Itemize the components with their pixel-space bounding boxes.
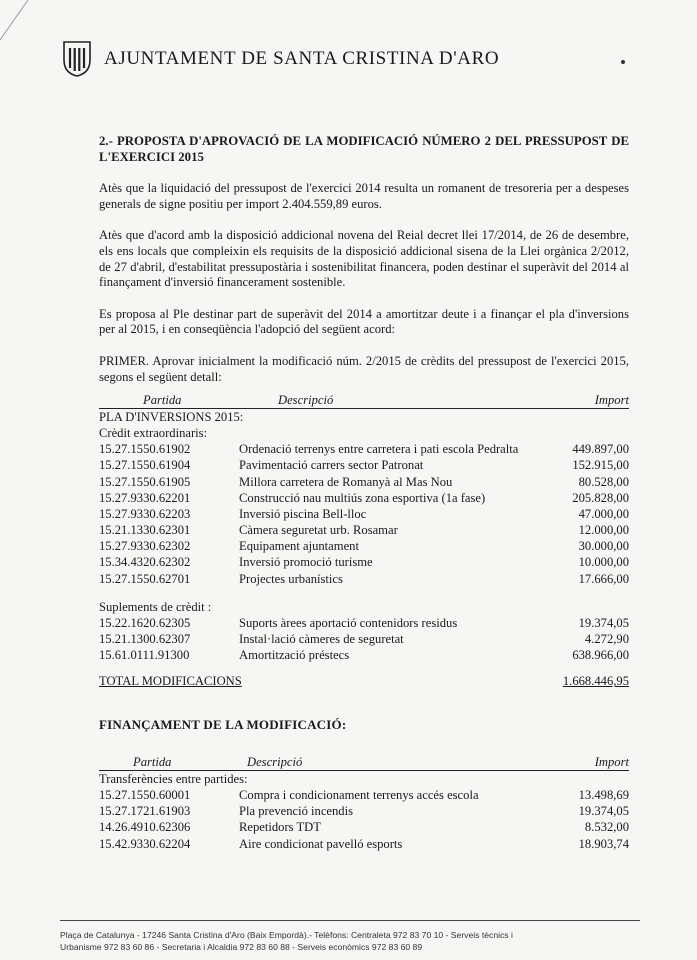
paragraph-4: PRIMER. Aprovar inicialment la modificació núm. 2/2015 de crèdits del pressupost de l'exercici 2015, segons el següent detall:: [99, 353, 629, 384]
budget-code: 15.27.1721.61903: [99, 804, 191, 819]
budget-code: 15.27.1550.61902: [99, 442, 191, 457]
letterhead: [62, 40, 499, 78]
amount: 17.666,00: [578, 571, 629, 586]
description: Ordenació terrenys entre carretera i pati escola Pedralta: [239, 442, 519, 457]
budget-code: 15.22.1620.62305: [99, 615, 191, 630]
financing-heading: FINANÇAMENT DE LA MODIFICACIÓ:: [99, 717, 347, 733]
footer-line-2: Urbanisme 972 83 60 86 - Secretaria i Alcaldia 972 83 60 88 - Serveis econòmics 972 83 60 89: [60, 942, 423, 952]
section-title: PLA D'INVERSIONS 2015:: [99, 410, 244, 425]
amount: 80.528,00: [578, 474, 629, 489]
description: Compra i condicionament terrenys accés escola: [239, 787, 479, 802]
amount: 4.272,90: [584, 632, 629, 646]
amount: 47.000,00: [578, 506, 629, 521]
amount: 18.903,74: [578, 836, 629, 851]
budget-code: 15.42.9330.62204: [99, 836, 191, 851]
group-title-transferencies: Transferències entre partides:: [99, 771, 248, 786]
table-row: [99, 571, 629, 587]
description: Inversió piscina Bell-lloc: [239, 506, 367, 521]
description: Inversió promoció turisme: [239, 555, 373, 570]
description: Construcció nau multiús zona esportiva (1a fase): [239, 490, 486, 505]
group-title-extraordinaris: Crèdit extraordinaris:: [99, 426, 208, 441]
budget-code: 15.27.1550.61904: [99, 458, 191, 473]
footer-line-1: Plaça de Catalunya - 17246 Santa Cristina d'Aro (Baix Empordà).- Telèfons: Centraleta 972 83 70 10 - Serveis tècnics i: [60, 930, 513, 940]
group1-rows: [99, 441, 629, 587]
amount: 152.915,00: [572, 458, 629, 473]
stray-mark: [621, 60, 625, 64]
budget-code: 15.27.9330.62203: [99, 506, 191, 521]
table-row: [99, 506, 629, 522]
budget-code: 15.21.1300.62307: [99, 632, 191, 646]
table-row: [99, 631, 629, 647]
description: Millora carretera de Romanyà al Mas Nou: [239, 474, 453, 489]
budget-code: 14.26.4910.62306: [99, 820, 191, 835]
amount: 205.828,00: [572, 490, 629, 505]
table-row: [99, 836, 629, 852]
table-row: [99, 787, 629, 803]
council-name: AJUNTAMENT DE SANTA CRISTINA D'ARO: [104, 48, 500, 69]
budget-table-header: [99, 393, 629, 409]
budget-code: 15.61.0111.91300: [99, 648, 190, 663]
col-partida: Partida: [133, 754, 172, 769]
amount: 10.000,00: [578, 555, 629, 570]
paragraph-3: Es proposa al Ple destinar part de superàvit del 2014 a amortitzar deute i a finançar el pla d'inversions per al 2015, i en conseqüència l'adopció del següent acord:: [99, 306, 629, 337]
paragraph-1: Atès que la liquidació del pressupost de l'exercici 2014 resulta un romanent de tresoreria per a despeses generals de signe positiu per import 2.404.559,89 euros.: [99, 181, 629, 211]
total-amount: 1.668.446,95: [562, 674, 629, 689]
table-row: [99, 615, 629, 631]
table-row: [99, 441, 629, 457]
description: Pla prevenció incendis: [239, 804, 354, 819]
amount: 19.374,05: [578, 804, 629, 819]
description: Instal·lació càmeres de seguretat: [239, 632, 404, 646]
group2-rows: [99, 615, 629, 664]
table-row: [99, 647, 629, 663]
budget-code: 15.27.1550.61905: [99, 474, 191, 489]
description: Amortització préstecs: [239, 648, 350, 663]
description: Equipament ajuntament: [239, 539, 359, 554]
budget-code: 15.27.9330.62201: [99, 490, 191, 505]
amount: 13.498,69: [578, 787, 629, 802]
amount: 12.000,00: [578, 523, 629, 538]
page-corner-mark: [0, 0, 30, 40]
budget-code: 15.27.1550.62701: [99, 571, 191, 586]
budget-code: 15.34.4320.62302: [99, 555, 191, 570]
description: Pavimentació carrers sector Patronat: [239, 458, 424, 473]
proposal-heading: 2.- PROPOSTA D'APROVACIÓ DE LA MODIFICACIÓ NÚMERO 2 DEL PRESSUPOST DE L'EXERCICI 2015: [99, 134, 629, 164]
col-partida: Partida: [143, 393, 182, 408]
table-row: [99, 819, 629, 835]
document-body: [99, 134, 629, 852]
table-row: [99, 474, 629, 490]
amount: 19.374,05: [578, 615, 629, 630]
col-descripcio: Descripció: [278, 393, 334, 408]
col-import: Import: [594, 393, 629, 408]
table-row: [99, 538, 629, 554]
table-row: [99, 457, 629, 473]
col-descripcio: Descripció: [247, 754, 303, 769]
col-import: Import: [594, 754, 629, 769]
financing-table-header: [99, 755, 629, 771]
table-row: [99, 803, 629, 819]
table-row: [99, 522, 629, 538]
description: Càmera seguretat urb. Rosamar: [239, 523, 398, 538]
amount: 638.966,00: [572, 648, 629, 663]
budget-code: 15.27.1550.60001: [99, 787, 191, 802]
description: Aire condicionat pavelló esports: [239, 836, 403, 851]
budget-code: 15.27.9330.62302: [99, 539, 191, 554]
municipal-crest-icon: [62, 40, 92, 78]
table-row: [99, 554, 629, 570]
group-title-suplements: Suplements de crèdit :: [99, 599, 212, 614]
total-label: TOTAL MODIFICACIONS: [99, 674, 242, 689]
page-footer: [60, 920, 640, 953]
paragraph-2: Atès que d'acord amb la disposició addicional novena del Reial decret llei 17/2014, de 26 de desembre, els ens locals que compleixin els requisits de la disposició addicional sisena de la Llei orgànica 2/2012, de 27 d'abril, d'estabilitat pressupostària i sostenibilitat financera, poden destinar el superàvit del 2014 al finançament d'inversió financerament sostenible.: [99, 228, 629, 290]
total-row: [99, 673, 629, 689]
amount: 30.000,00: [578, 539, 629, 554]
amount: 449.897,00: [572, 442, 629, 457]
amount: 8.532,00: [584, 820, 629, 835]
description: Repetidors TDT: [239, 820, 321, 835]
description: Projectes urbanístics: [239, 571, 343, 586]
description: Suports àrees aportació contenidors residus: [239, 615, 458, 630]
financing-rows: [99, 787, 629, 852]
table-row: [99, 490, 629, 506]
budget-code: 15.21.1330.62301: [99, 523, 191, 538]
